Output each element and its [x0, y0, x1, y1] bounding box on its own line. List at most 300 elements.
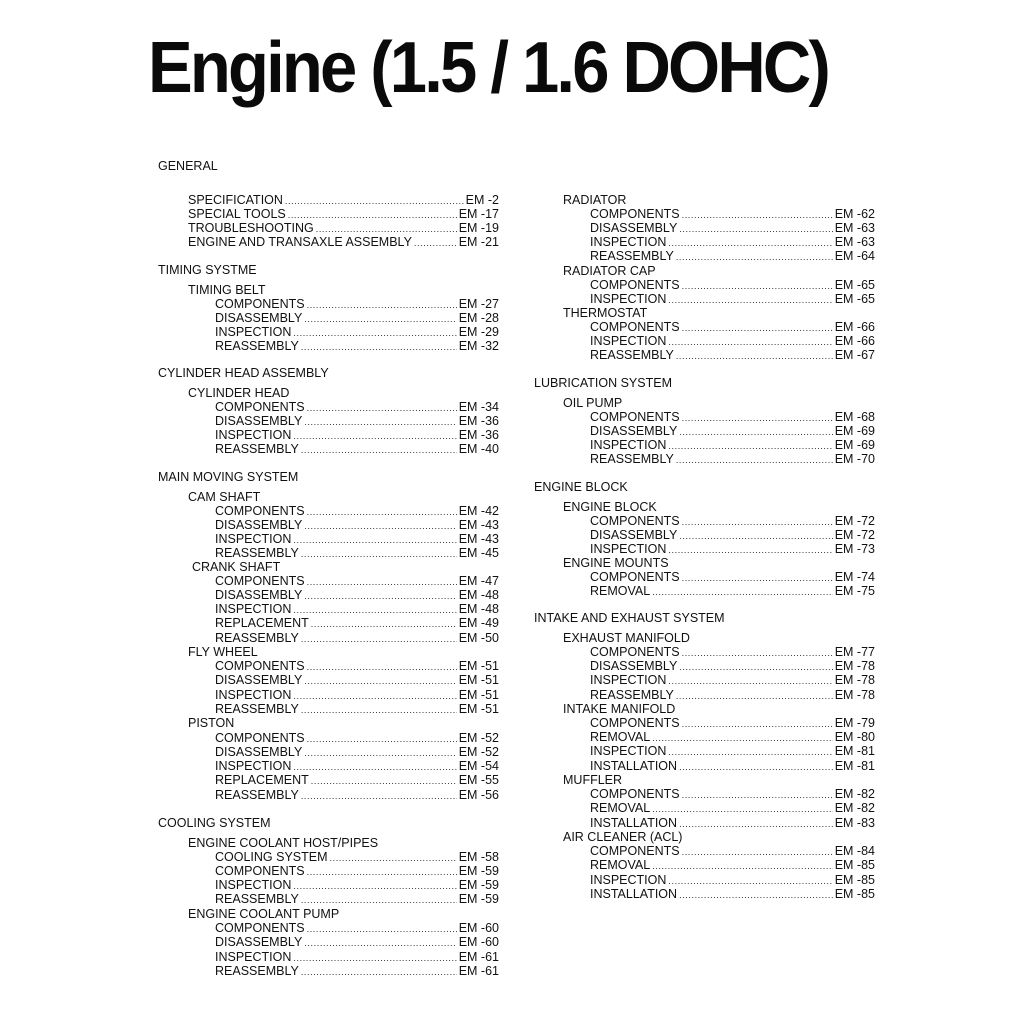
section-heading-cooling-system: COOLING SYSTEM: [158, 816, 271, 830]
toc-entry-page-number: EM -59: [458, 864, 499, 878]
subsection-heading-exhaust-manifold: EXHAUST MANIFOLD: [563, 631, 690, 645]
toc-entry-label: REMOVAL: [590, 858, 651, 872]
toc-entry-label: DISASSEMBLY: [590, 659, 678, 673]
dot-leader: [301, 443, 457, 457]
toc-entry-label: REASSEMBLY: [590, 452, 674, 466]
section-heading-timing-systme: TIMING SYSTME: [158, 263, 257, 277]
dot-leader: [304, 674, 456, 688]
toc-entry-page-number: EM -84: [834, 844, 875, 858]
dot-leader: [307, 505, 457, 519]
toc-entry-label: COMPONENTS: [590, 716, 680, 730]
toc-entry[interactable]: [215, 673, 499, 688]
toc-entry[interactable]: [215, 864, 499, 879]
dot-leader: [679, 222, 832, 236]
toc-entry[interactable]: [215, 339, 499, 354]
toc-entry-label: REASSEMBLY: [590, 348, 674, 362]
toc-entry-page-number: EM -66: [834, 320, 875, 334]
dot-leader: [668, 543, 832, 557]
toc-entry-page-number: EM -65: [834, 278, 875, 292]
page-title: Engine (1.5 / 1.6 DOHC): [148, 28, 828, 108]
toc-entry-label: COMPONENTS: [590, 410, 680, 424]
toc-entry-label: INSPECTION: [215, 878, 292, 892]
toc-entry-label: COMPONENTS: [590, 514, 680, 528]
toc-entry[interactable]: [590, 744, 875, 759]
toc-entry[interactable]: [215, 631, 499, 646]
toc-entry-label: ENGINE AND TRANSAXLE ASSEMBLY: [188, 235, 412, 249]
toc-entry-label: COOLING SYSTEM: [215, 850, 328, 864]
toc-entry[interactable]: [590, 716, 875, 731]
toc-entry-label: INSPECTION: [215, 428, 292, 442]
toc-entry[interactable]: [215, 850, 499, 865]
toc-entry-label: REASSEMBLY: [215, 339, 299, 353]
toc-entry-label: REASSEMBLY: [215, 442, 299, 456]
subsection-heading-air-cleaner-acl: AIR CLEANER (ACL): [563, 830, 683, 844]
dot-leader: [304, 589, 456, 603]
subsection-heading-engine-block: ENGINE BLOCK: [563, 500, 657, 514]
dot-leader: [679, 425, 832, 439]
toc-entry-page-number: EM -61: [458, 964, 499, 978]
subsection-heading-timing-belt: TIMING BELT: [188, 283, 266, 297]
toc-entry-label: REPLACEMENT: [215, 773, 309, 787]
toc-entry[interactable]: [590, 688, 875, 703]
subsection-heading-muffler: MUFFLER: [563, 773, 623, 787]
dot-leader: [414, 236, 457, 250]
dot-leader: [330, 851, 457, 865]
dot-leader: [679, 529, 832, 543]
toc-entry-page-number: EM -63: [834, 221, 875, 235]
toc-entry-label: COMPONENTS: [215, 659, 305, 673]
toc-entry-label: COMPONENTS: [215, 921, 305, 935]
dot-leader: [301, 965, 457, 979]
toc-entry-page-number: EM -52: [458, 731, 499, 745]
toc-entry-page-number: EM -79: [834, 716, 875, 730]
toc-entry[interactable]: [215, 964, 499, 979]
toc-entry[interactable]: [590, 659, 875, 674]
dot-leader: [307, 732, 457, 746]
toc-entry-page-number: EM -49: [458, 616, 499, 630]
toc-entry[interactable]: [215, 892, 499, 907]
dot-leader: [293, 429, 456, 443]
toc-entry-page-number: EM -85: [834, 887, 875, 901]
toc-entry-label: COMPONENTS: [590, 320, 680, 334]
dot-leader: [668, 439, 832, 453]
toc-entry-page-number: EM -68: [834, 410, 875, 424]
dot-leader: [307, 575, 457, 589]
dot-leader: [652, 585, 833, 599]
toc-entry-page-number: EM -28: [458, 311, 499, 325]
toc-entry[interactable]: [590, 334, 875, 349]
toc-entry[interactable]: [215, 773, 499, 788]
toc-entry-label: COMPONENTS: [590, 570, 680, 584]
dot-leader: [679, 817, 833, 831]
toc-entry-label: REMOVAL: [590, 730, 651, 744]
toc-entry[interactable]: [590, 249, 875, 264]
toc-entry[interactable]: [590, 759, 875, 774]
toc-entry-page-number: EM -59: [458, 892, 499, 906]
toc-entry-page-number: EM -81: [834, 744, 875, 758]
toc-entry[interactable]: [215, 518, 499, 533]
toc-entry-page-number: EM -78: [834, 659, 875, 673]
toc-entry-label: COMPONENTS: [215, 400, 305, 414]
toc-entry[interactable]: [590, 645, 875, 660]
toc-entry-page-number: EM -27: [458, 297, 499, 311]
dot-leader: [668, 293, 832, 307]
section-heading-lubrication-system: LUBRICATION SYSTEM: [534, 376, 672, 390]
dot-leader: [311, 617, 457, 631]
toc-entry[interactable]: [590, 348, 875, 363]
toc-entry-label: DISASSEMBLY: [215, 588, 303, 602]
toc-entry-label: DISASSEMBLY: [590, 528, 678, 542]
toc-entry[interactable]: [215, 935, 499, 950]
subsection-heading-crank-shaft: CRANK SHAFT: [192, 560, 281, 574]
toc-entry-page-number: EM -17: [458, 207, 499, 221]
dot-leader: [668, 874, 832, 888]
toc-entry[interactable]: [188, 235, 499, 250]
toc-entry-page-number: EM -36: [458, 414, 499, 428]
toc-entry-page-number: EM -61: [458, 950, 499, 964]
toc-entry-page-number: EM -69: [834, 424, 875, 438]
toc-entry[interactable]: [188, 193, 499, 208]
toc-entry[interactable]: [215, 878, 499, 893]
toc-entry[interactable]: [590, 584, 875, 599]
toc-entry-label: REASSEMBLY: [215, 892, 299, 906]
toc-entry-page-number: EM -29: [458, 325, 499, 339]
toc-entry[interactable]: [590, 787, 875, 802]
toc-entry-label: DISASSEMBLY: [215, 414, 303, 428]
toc-entry[interactable]: [215, 788, 499, 803]
toc-entry-page-number: EM -72: [834, 528, 875, 542]
toc-entry-label: REASSEMBLY: [215, 702, 299, 716]
subsection-heading-cam-shaft: CAM SHAFT: [188, 490, 261, 504]
toc-entry[interactable]: [590, 424, 875, 439]
dot-leader: [682, 571, 833, 585]
toc-entry[interactable]: [215, 428, 499, 443]
toc-entry-label: INSTALLATION: [590, 887, 678, 901]
toc-entry-page-number: EM -72: [834, 514, 875, 528]
toc-entry-page-number: EM -51: [458, 688, 499, 702]
toc-entry[interactable]: [215, 574, 499, 589]
toc-entry-page-number: EM -34: [458, 400, 499, 414]
toc-entry-label: REASSEMBLY: [215, 546, 299, 560]
toc-entry-label: INSPECTION: [215, 325, 292, 339]
toc-entry-page-number: EM -65: [834, 292, 875, 306]
dot-leader: [682, 279, 833, 293]
dot-leader: [676, 453, 833, 467]
toc-entry-label: COMPONENTS: [590, 207, 680, 221]
toc-entry[interactable]: [590, 673, 875, 688]
toc-entry-label: INSPECTION: [590, 292, 667, 306]
toc-entry-label: TROUBLESHOOTING: [188, 221, 314, 235]
dot-leader: [676, 689, 833, 703]
toc-entry-label: DISASSEMBLY: [590, 424, 678, 438]
toc-entry-page-number: EM -74: [834, 570, 875, 584]
subsection-heading-thermostat: THERMOSTAT: [563, 306, 648, 320]
dot-leader: [307, 865, 457, 879]
dot-leader: [307, 401, 457, 415]
toc-entry[interactable]: [590, 452, 875, 467]
toc-entry-page-number: EM -70: [834, 452, 875, 466]
subsection-heading-engine-coolant-pump: ENGINE COOLANT PUMP: [188, 907, 340, 921]
toc-entry-label: INSPECTION: [590, 673, 667, 687]
toc-entry-page-number: EM -58: [458, 850, 499, 864]
toc-entry[interactable]: [590, 542, 875, 557]
toc-entry-page-number: EM -83: [834, 816, 875, 830]
toc-entry[interactable]: [590, 410, 875, 425]
dot-leader: [304, 312, 456, 326]
toc-entry-page-number: EM -19: [458, 221, 499, 235]
toc-entry[interactable]: [215, 921, 499, 936]
toc-entry-page-number: EM -51: [458, 702, 499, 716]
toc-entry-page-number: EM -59: [458, 878, 499, 892]
toc-entry-page-number: EM -45: [458, 546, 499, 560]
section-heading-general: GENERAL: [158, 159, 218, 173]
toc-entry-page-number: EM -85: [834, 873, 875, 887]
toc-entry-page-number: EM -52: [458, 745, 499, 759]
toc-entry[interactable]: [590, 221, 875, 236]
subsection-heading-radiator-cap: RADIATOR CAP: [563, 264, 656, 278]
toc-entry[interactable]: [188, 221, 499, 236]
dot-leader: [301, 703, 457, 717]
dot-leader: [676, 250, 833, 264]
toc-entry-label: INSTALLATION: [590, 816, 678, 830]
toc-entry-page-number: EM -67: [834, 348, 875, 362]
subsection-heading-oil-pump: OIL PUMP: [563, 396, 623, 410]
section-heading-cylinder-head-assembly: CYLINDER HEAD ASSEMBLY: [158, 366, 329, 380]
subsection-heading-cylinder-head: CYLINDER HEAD: [188, 386, 290, 400]
toc-entry-label: REASSEMBLY: [590, 688, 674, 702]
toc-entry-label: SPECIAL TOOLS: [188, 207, 286, 221]
dot-leader: [679, 888, 833, 902]
toc-entry-label: COMPONENTS: [215, 297, 305, 311]
toc-entry[interactable]: [215, 950, 499, 965]
toc-entry-page-number: EM -82: [834, 801, 875, 815]
toc-entry[interactable]: [590, 801, 875, 816]
toc-entry-label: SPECIFICATION: [188, 193, 283, 207]
subsection-heading-intake-manifold: INTAKE MANIFOLD: [563, 702, 676, 716]
toc-entry-page-number: EM -62: [834, 207, 875, 221]
section-heading-intake-and-exhaust-system: INTAKE AND EXHAUST SYSTEM: [534, 611, 725, 625]
toc-entry-label: COMPONENTS: [590, 278, 680, 292]
toc-entry[interactable]: [215, 588, 499, 603]
subsection-heading-fly-wheel: FLY WHEEL: [188, 645, 258, 659]
toc-entry[interactable]: [590, 235, 875, 250]
section-heading-main-moving-system: MAIN MOVING SYSTEM: [158, 470, 299, 484]
toc-entry[interactable]: [215, 532, 499, 547]
dot-leader: [288, 208, 457, 222]
toc-entry[interactable]: [590, 887, 875, 902]
dot-leader: [293, 603, 456, 617]
toc-entry-label: DISASSEMBLY: [215, 745, 303, 759]
toc-entry[interactable]: [590, 858, 875, 873]
toc-entry-page-number: EM -51: [458, 659, 499, 673]
toc-entry[interactable]: [590, 873, 875, 888]
toc-entry[interactable]: [590, 320, 875, 335]
toc-entry[interactable]: [215, 414, 499, 429]
toc-entry[interactable]: [215, 400, 499, 415]
toc-entry[interactable]: [590, 292, 875, 307]
toc-entry-label: DISASSEMBLY: [590, 221, 678, 235]
dot-leader: [293, 760, 456, 774]
toc-entry-label: COMPONENTS: [215, 504, 305, 518]
dot-leader: [652, 731, 833, 745]
toc-entry-page-number: EM -66: [834, 334, 875, 348]
toc-entry-page-number: EM -55: [458, 773, 499, 787]
toc-entry-label: COMPONENTS: [215, 731, 305, 745]
toc-entry-page-number: EM -21: [458, 235, 499, 249]
dot-leader: [682, 515, 833, 529]
dot-leader: [676, 349, 833, 363]
toc-entry-label: INSPECTION: [590, 438, 667, 452]
dot-leader: [668, 745, 832, 759]
toc-entry-label: REASSEMBLY: [590, 249, 674, 263]
subsection-heading-piston: PISTON: [188, 716, 235, 730]
dot-leader: [301, 340, 457, 354]
dot-leader: [301, 547, 457, 561]
toc-entry-label: COMPONENTS: [215, 574, 305, 588]
dot-leader: [682, 717, 833, 731]
dot-leader: [668, 674, 832, 688]
toc-entry[interactable]: [215, 297, 499, 312]
toc-entry-label: REPLACEMENT: [215, 616, 309, 630]
toc-entry[interactable]: [590, 278, 875, 293]
toc-entry[interactable]: [590, 816, 875, 831]
toc-entry[interactable]: [215, 616, 499, 631]
toc-entry-label: INSPECTION: [590, 334, 667, 348]
toc-entry[interactable]: [215, 546, 499, 561]
toc-entry-page-number: EM -43: [458, 518, 499, 532]
toc-entry-page-number: EM -50: [458, 631, 499, 645]
toc-entry-label: REMOVAL: [590, 801, 651, 815]
dot-leader: [301, 893, 457, 907]
toc-entry-label: COMPONENTS: [590, 787, 680, 801]
toc-entry-page-number: EM -2: [465, 193, 499, 207]
toc-entry[interactable]: [215, 325, 499, 340]
toc-entry-page-number: EM -40: [458, 442, 499, 456]
toc-entry-label: INSPECTION: [590, 744, 667, 758]
toc-entry-page-number: EM -48: [458, 588, 499, 602]
toc-entry[interactable]: [215, 442, 499, 457]
dot-leader: [311, 774, 457, 788]
dot-leader: [304, 415, 456, 429]
toc-entry[interactable]: [590, 570, 875, 585]
toc-entry-label: DISASSEMBLY: [215, 518, 303, 532]
toc-entry[interactable]: [188, 207, 499, 222]
toc-entry-page-number: EM -80: [834, 730, 875, 744]
dot-leader: [293, 533, 456, 547]
toc-entry-page-number: EM -73: [834, 542, 875, 556]
toc-entry[interactable]: [215, 659, 499, 674]
dot-leader: [293, 326, 456, 340]
dot-leader: [293, 951, 456, 965]
toc-entry-page-number: EM -32: [458, 339, 499, 353]
dot-leader: [304, 936, 456, 950]
toc-entry-page-number: EM -60: [458, 921, 499, 935]
dot-leader: [682, 845, 833, 859]
toc-entry-page-number: EM -36: [458, 428, 499, 442]
toc-entry-page-number: EM -75: [834, 584, 875, 598]
toc-entry-page-number: EM -60: [458, 935, 499, 949]
toc-entry-label: INSPECTION: [590, 542, 667, 556]
toc-entry-page-number: EM -56: [458, 788, 499, 802]
toc-entry-page-number: EM -77: [834, 645, 875, 659]
toc-entry-label: INSTALLATION: [590, 759, 678, 773]
toc-entry-label: INSPECTION: [590, 873, 667, 887]
dot-leader: [293, 879, 456, 893]
dot-leader: [652, 859, 833, 873]
section-heading-engine-block: ENGINE BLOCK: [534, 480, 628, 494]
toc-entry-label: REASSEMBLY: [215, 964, 299, 978]
dot-leader: [293, 689, 456, 703]
toc-entry-page-number: EM -78: [834, 673, 875, 687]
toc-entry[interactable]: [590, 844, 875, 859]
subsection-heading-engine-mounts: ENGINE MOUNTS: [563, 556, 669, 570]
toc-entry-label: INSPECTION: [215, 532, 292, 546]
toc-entry-page-number: EM -54: [458, 759, 499, 773]
toc-entry-label: COMPONENTS: [590, 645, 680, 659]
dot-leader: [682, 208, 833, 222]
toc-entry-page-number: EM -63: [834, 235, 875, 249]
toc-entry[interactable]: [215, 602, 499, 617]
toc-entry-label: INSPECTION: [215, 950, 292, 964]
dot-leader: [679, 760, 833, 774]
toc-entry-page-number: EM -48: [458, 602, 499, 616]
dot-leader: [301, 632, 457, 646]
dot-leader: [304, 746, 456, 760]
toc-entry[interactable]: [590, 528, 875, 543]
toc-entry-page-number: EM -78: [834, 688, 875, 702]
toc-entry[interactable]: [215, 702, 499, 717]
toc-entry-label: INSPECTION: [215, 759, 292, 773]
toc-entry[interactable]: [215, 311, 499, 326]
subsection-heading-engine-coolant-host-pipes: ENGINE COOLANT HOST/PIPES: [188, 836, 379, 850]
toc-entry[interactable]: [215, 504, 499, 519]
dot-leader: [316, 222, 457, 236]
toc-entry[interactable]: [590, 438, 875, 453]
toc-entry-label: REMOVAL: [590, 584, 651, 598]
toc-entry-label: REASSEMBLY: [215, 788, 299, 802]
toc-entry[interactable]: [215, 731, 499, 746]
dot-leader: [307, 298, 457, 312]
toc-entry[interactable]: [590, 207, 875, 222]
dot-leader: [682, 788, 833, 802]
dot-leader: [307, 922, 457, 936]
toc-entry-label: INSPECTION: [215, 688, 292, 702]
dot-leader: [679, 660, 832, 674]
toc-entry[interactable]: [215, 759, 499, 774]
dot-leader: [668, 335, 832, 349]
toc-entry[interactable]: [590, 730, 875, 745]
toc-entry-page-number: EM -69: [834, 438, 875, 452]
toc-entry-label: DISASSEMBLY: [215, 935, 303, 949]
subsection-heading-radiator: RADIATOR: [563, 193, 627, 207]
toc-entry-page-number: EM -47: [458, 574, 499, 588]
toc-entry[interactable]: [215, 745, 499, 760]
dot-leader: [682, 321, 833, 335]
toc-entry-label: DISASSEMBLY: [215, 311, 303, 325]
toc-entry-page-number: EM -81: [834, 759, 875, 773]
toc-entry-label: INSPECTION: [215, 602, 292, 616]
toc-entry-label: REASSEMBLY: [215, 631, 299, 645]
toc-entry-page-number: EM -85: [834, 858, 875, 872]
dot-leader: [285, 194, 464, 208]
toc-entry-page-number: EM -64: [834, 249, 875, 263]
toc-entry[interactable]: [215, 688, 499, 703]
dot-leader: [301, 789, 457, 803]
toc-entry-label: DISASSEMBLY: [215, 673, 303, 687]
toc-entry-label: COMPONENTS: [590, 844, 680, 858]
toc-entry[interactable]: [590, 514, 875, 529]
toc-entry-page-number: EM -42: [458, 504, 499, 518]
